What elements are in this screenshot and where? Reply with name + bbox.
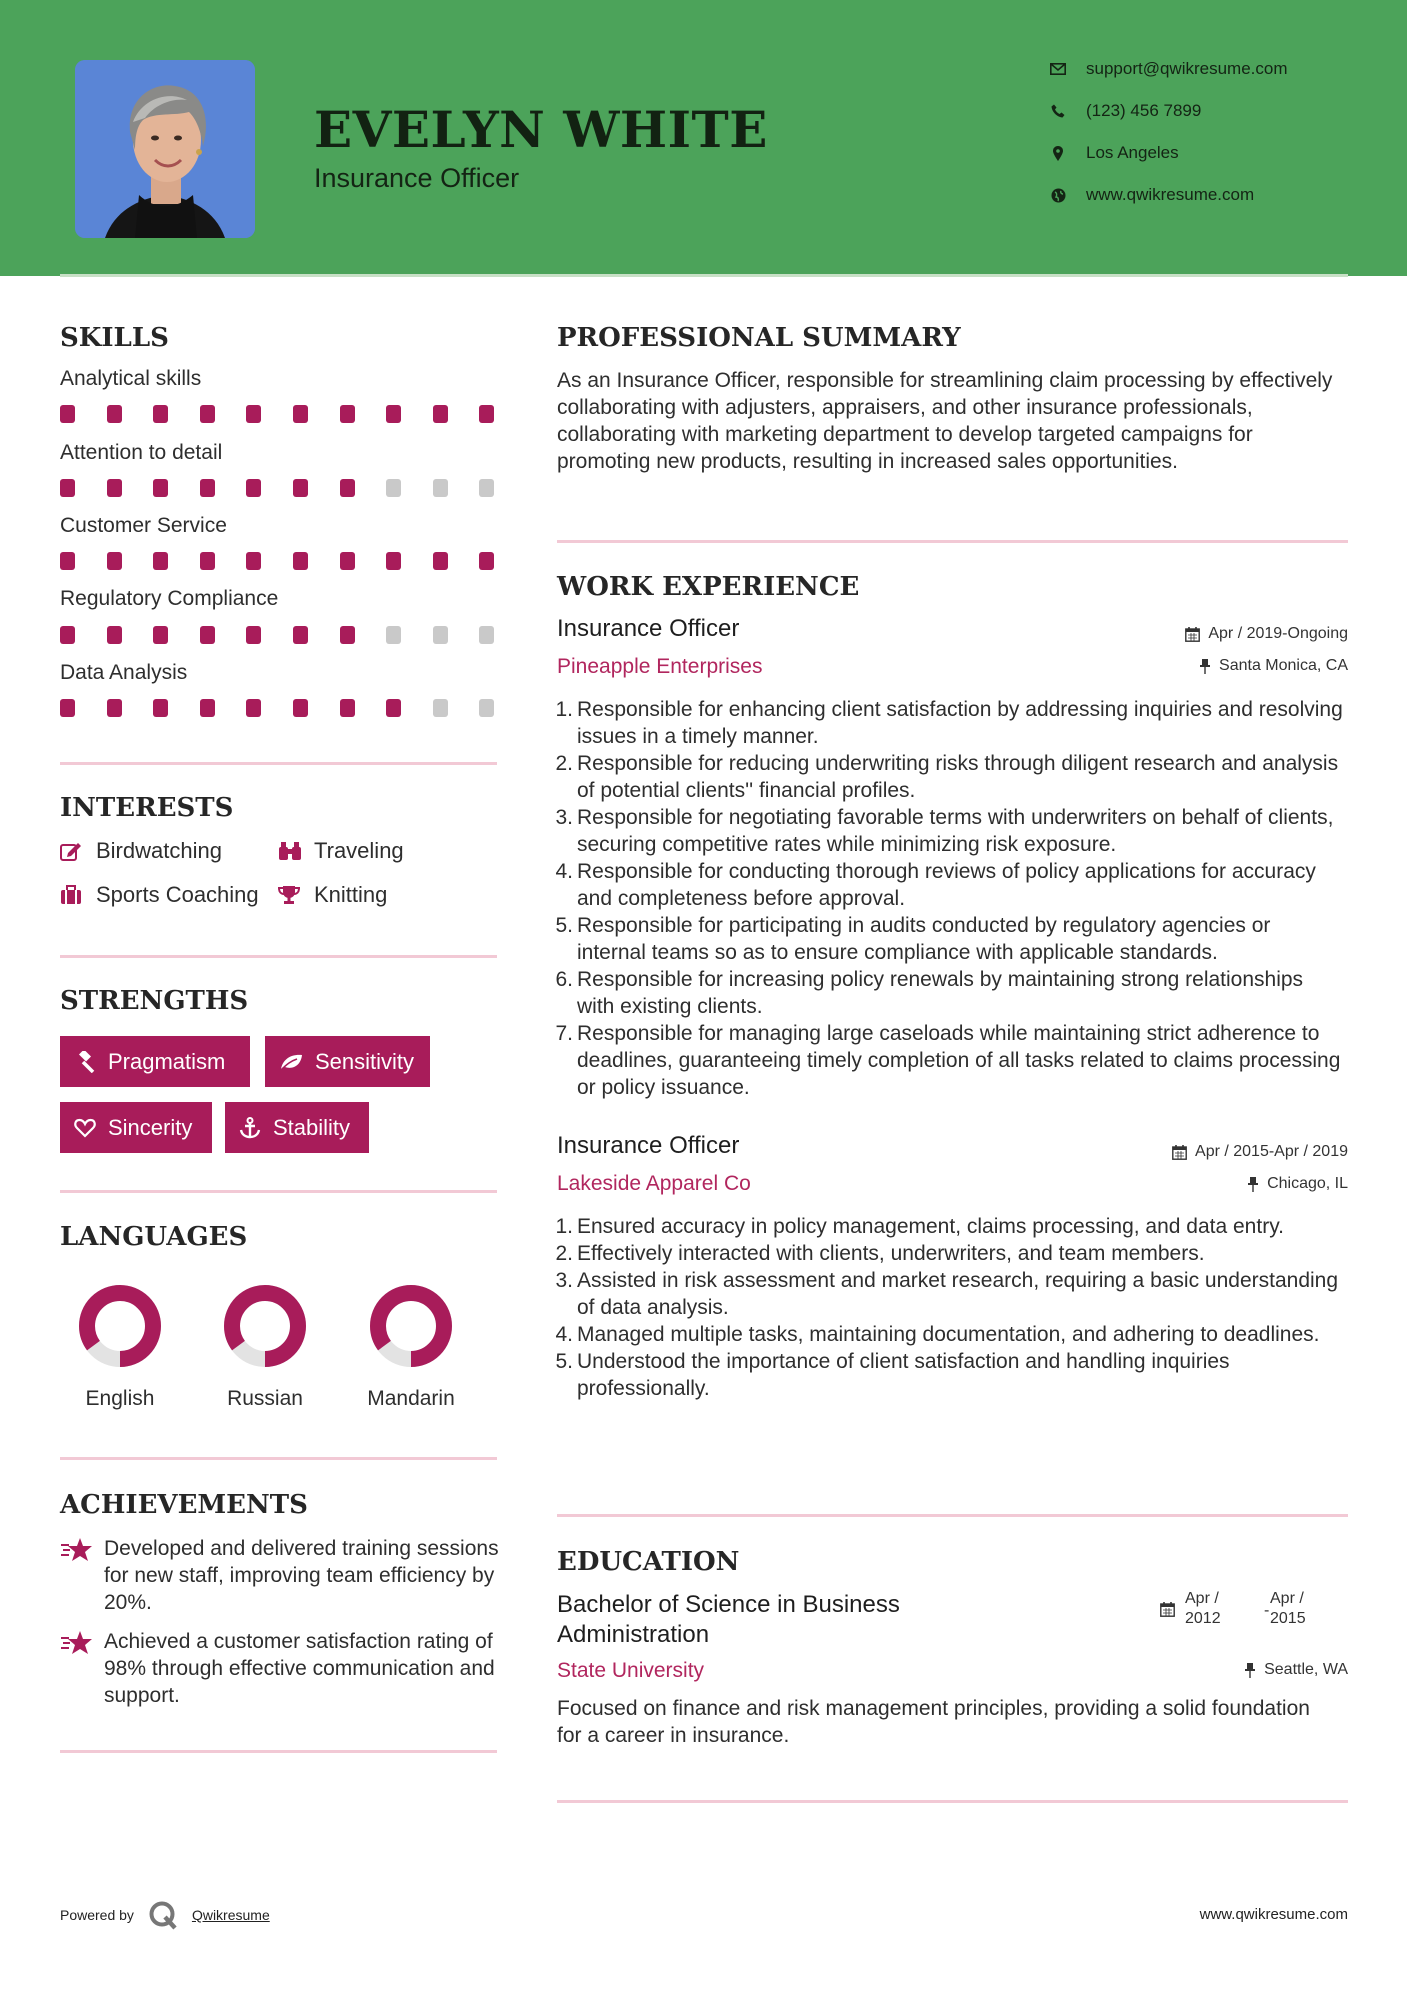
- pin-icon: [1199, 659, 1211, 674]
- skill-rating: [60, 699, 500, 717]
- skill-dot-empty: [433, 626, 448, 644]
- duty-item: 3. Responsible for negotiating favorable terms with underwriters on behalf of clients, securing competitive rates while minimizing risk exposure.: [555, 806, 1334, 856]
- duty-item: 1. Responsible for enhancing client satisfaction by addressing inquiries and resolving issues in a timely manner.: [555, 698, 1343, 748]
- candidate-name: EVELYN WHITE: [314, 100, 768, 159]
- duty-item: 3. Assisted in risk assessment and market research, requiring a basic understanding of data analysis.: [555, 1269, 1339, 1319]
- contact-location-text: Los Angeles: [1086, 143, 1179, 162]
- pin-icon: [1244, 1663, 1256, 1678]
- interest-item: [60, 838, 222, 864]
- candidate-title: Insurance Officer: [314, 163, 520, 193]
- skill-dot-empty: [479, 479, 494, 497]
- education-heading: EDUCATION: [557, 1547, 740, 1577]
- education-start-year: 2012: [1185, 1610, 1221, 1627]
- skill-dot-filled: [340, 626, 355, 644]
- skill-dot-filled: [200, 699, 215, 717]
- skill-dot-filled: [340, 552, 355, 570]
- skill-dot-filled: [340, 479, 355, 497]
- interest-item: [278, 838, 404, 864]
- job-dates: [1185, 625, 1348, 643]
- profile-photo: [75, 60, 255, 238]
- skill-dot-empty: [433, 699, 448, 717]
- skill-dot-filled: [293, 405, 308, 423]
- duty-item: 5. Responsible for participating in audits conducted by regulatory agencies or internal teams so as to ensure compliance with applicable standards.: [555, 914, 1271, 964]
- powered-by-text: Powered by: [60, 1907, 134, 1923]
- skill-dot-filled: [107, 405, 122, 423]
- education-dates: [1158, 1590, 1318, 1630]
- contact-phone-text: (123) 456 7899: [1086, 101, 1202, 120]
- skill-rating: [60, 405, 500, 423]
- skill-dot-filled: [386, 405, 401, 423]
- skill-dot-filled: [107, 626, 122, 644]
- skill-dot-empty: [386, 626, 401, 644]
- company-name: Pineapple Enterprises: [557, 655, 763, 678]
- duty-item: 5. Understood the importance of client satisfaction and handling inquiries professionally.: [555, 1350, 1230, 1400]
- section-divider: [60, 1457, 497, 1460]
- company-name: Lakeside Apparel Co: [557, 1172, 751, 1195]
- envelope-icon: [1048, 63, 1068, 75]
- skill-dot-filled: [200, 405, 215, 423]
- skill-dot-filled: [60, 552, 75, 570]
- duty-item: 1. Ensured accuracy in policy management, claims processing, and data entry.: [555, 1215, 1284, 1238]
- language-proficiency-ring: [222, 1283, 308, 1369]
- skill-dot-filled: [293, 626, 308, 644]
- duty-item: 2. Effectively interacted with clients, underwriters, and team members.: [555, 1242, 1205, 1265]
- skill-dot-filled: [340, 405, 355, 423]
- job-location-text: Chicago, IL: [1267, 1175, 1348, 1192]
- skill-dot-filled: [153, 479, 168, 497]
- calendar-icon: [1185, 627, 1200, 642]
- anchor-icon: [239, 1117, 261, 1139]
- skill-dot-filled: [340, 699, 355, 717]
- section-divider: [557, 1514, 1348, 1517]
- skill-name: Data Analysis: [60, 661, 188, 684]
- duty-item: 6. Responsible for increasing policy renewals by maintaining strong relationships with existing clients.: [555, 968, 1304, 1018]
- strengths-heading: STRENGTHS: [60, 986, 249, 1016]
- job-role: Insurance Officer: [557, 1132, 740, 1159]
- strength-badge: [60, 1036, 250, 1087]
- skill-dot-filled: [153, 699, 168, 717]
- qwikresume-link[interactable]: Qwikresume: [191, 1907, 270, 1923]
- skill-rating: [60, 626, 500, 644]
- degree-name: Bachelor of Science in Business Administration: [557, 1591, 900, 1648]
- trophy-icon: [278, 885, 302, 905]
- job-dates: [1172, 1143, 1348, 1161]
- skill-dot-filled: [246, 552, 261, 570]
- skill-dot-filled: [60, 405, 75, 423]
- skill-dot-filled: [293, 699, 308, 717]
- section-divider: [60, 1190, 497, 1193]
- leaf-icon: [279, 1053, 303, 1071]
- skill-dot-filled: [479, 405, 494, 423]
- qwikresume-logo-icon: [148, 1900, 178, 1930]
- language-name: Russian: [227, 1387, 303, 1410]
- map-marker-icon: [1048, 146, 1068, 161]
- skill-dot-filled: [107, 552, 122, 570]
- duty-item: 4. Managed multiple tasks, maintaining documentation, and adhering to deadlines.: [555, 1323, 1320, 1346]
- education-description: Focused on finance and risk management principles, providing a solid foundation for a career in insurance.: [557, 1697, 1310, 1747]
- contact-email[interactable]: [1048, 54, 1378, 84]
- strength-label: Sincerity: [108, 1114, 193, 1140]
- interest-label: Knitting: [314, 882, 388, 907]
- calendar-icon: [1172, 1145, 1187, 1160]
- education-location-text: Seattle, WA: [1264, 1661, 1348, 1678]
- skill-dot-empty: [479, 699, 494, 717]
- education-end-year: 2015: [1270, 1610, 1306, 1627]
- language-name: English: [85, 1387, 155, 1410]
- job-duties: [555, 696, 1345, 1101]
- skill-dot-filled: [479, 552, 494, 570]
- duty-item: 2. Responsible for reducing underwriting risks through diligent research and analysis of potential clients'' financial profiles.: [555, 752, 1339, 802]
- contact-location: [1048, 138, 1378, 168]
- skill-dot-filled: [153, 552, 168, 570]
- job-dates-text: Apr / 2019-Ongoing: [1208, 625, 1348, 642]
- achievement-text: Achieved a customer satisfaction rating of 98% through effective communication and support.: [104, 1630, 495, 1707]
- job-location: [1199, 657, 1348, 675]
- pin-icon: [1247, 1177, 1259, 1192]
- languages-heading: LANGUAGES: [60, 1222, 248, 1252]
- section-divider: [557, 540, 1348, 543]
- star-icon: [60, 1535, 104, 1616]
- skill-dot-filled: [293, 552, 308, 570]
- experience-heading: WORK EXPERIENCE: [557, 572, 860, 602]
- education-location: [1244, 1661, 1348, 1679]
- school-name: State University: [557, 1659, 705, 1682]
- skills-heading: SKILLS: [60, 323, 169, 353]
- job-duties: [555, 1213, 1345, 1402]
- interest-item: [278, 882, 387, 908]
- skill-name: Analytical skills: [60, 367, 202, 390]
- gavel-icon: [74, 1051, 96, 1073]
- achievement-item: [60, 1628, 500, 1709]
- skill-dot-filled: [60, 699, 75, 717]
- contact-email-text: support@qwikresume.com: [1086, 59, 1288, 78]
- job-dates-text: Apr / 2015-Apr / 2019: [1195, 1143, 1348, 1160]
- skill-dot-filled: [153, 405, 168, 423]
- skill-dot-filled: [386, 699, 401, 717]
- skill-dot-filled: [386, 552, 401, 570]
- job-location-text: Santa Monica, CA: [1219, 657, 1348, 674]
- skill-dot-filled: [107, 479, 122, 497]
- strength-badge: [265, 1036, 430, 1087]
- skill-rating: [60, 552, 500, 570]
- section-divider: [557, 1800, 1348, 1803]
- strength-badge: [60, 1102, 212, 1153]
- duty-item: 7. Responsible for managing large caseloads while maintaining strict adherence to deadlines, guaranteeing timely completion of all tasks related to claims processing or policy issuance.: [555, 1022, 1341, 1099]
- achievement-item: [60, 1535, 500, 1616]
- skill-dot-filled: [246, 479, 261, 497]
- duty-item: 4. Responsible for conducting thorough reviews of policy applications for accuracy and completeness before approval.: [555, 860, 1316, 910]
- skill-name: Attention to detail: [60, 441, 223, 464]
- job-location: [1247, 1175, 1348, 1193]
- contact-website-text: www.qwikresume.com: [1086, 185, 1255, 204]
- skill-dot-filled: [153, 626, 168, 644]
- skill-dot-filled: [107, 699, 122, 717]
- skill-dot-filled: [60, 626, 75, 644]
- header-divider: [60, 274, 1348, 277]
- suitcase-icon: [60, 885, 84, 905]
- interest-label: Traveling: [314, 838, 404, 863]
- skill-dot-filled: [433, 552, 448, 570]
- interest-item: [60, 882, 259, 908]
- skill-dot-filled: [200, 552, 215, 570]
- binoculars-icon: [278, 841, 302, 861]
- language-proficiency-ring: [368, 1283, 454, 1369]
- skill-dot-filled: [246, 699, 261, 717]
- calendar-icon: [1160, 1602, 1175, 1622]
- skill-dot-empty: [386, 479, 401, 497]
- skill-name: Regulatory Compliance: [60, 587, 279, 610]
- skill-dot-filled: [246, 405, 261, 423]
- globe-icon: [1048, 188, 1068, 203]
- resume-header: [0, 0, 1407, 276]
- skill-dot-filled: [433, 405, 448, 423]
- heart-icon: [74, 1118, 96, 1138]
- skill-dot-filled: [293, 479, 308, 497]
- footer-website[interactable]: www.qwikresume.com: [1199, 1906, 1348, 1923]
- skill-dot-filled: [200, 626, 215, 644]
- contact-website[interactable]: [1048, 180, 1378, 210]
- summary-text: As an Insurance Officer, responsible for streamlining claim processing by effectively collaborating with adjusters, appraisers, and other insurance professionals, collaborating with marketing department to develop targeted campaigns for promoting new products, resulting in increased sales opportunities.: [557, 369, 1333, 473]
- skill-rating: [60, 479, 500, 497]
- interest-label: Birdwatching: [96, 838, 222, 863]
- section-divider: [60, 1750, 497, 1753]
- education-end-month: Apr /: [1270, 1590, 1304, 1607]
- section-divider: [60, 762, 497, 765]
- skill-dot-empty: [433, 479, 448, 497]
- skill-dot-filled: [60, 479, 75, 497]
- section-divider: [60, 955, 497, 958]
- language-proficiency-ring: [77, 1283, 163, 1369]
- interests-heading: INTERESTS: [60, 793, 234, 823]
- education-start-month: Apr /: [1185, 1590, 1219, 1607]
- job-role: Insurance Officer: [557, 615, 740, 642]
- contact-phone[interactable]: [1048, 96, 1378, 126]
- achievements-heading: ACHIEVEMENTS: [60, 1490, 308, 1520]
- summary-heading: PROFESSIONAL SUMMARY: [557, 323, 961, 353]
- phone-icon: [1048, 104, 1068, 118]
- strength-badge: [225, 1102, 369, 1153]
- education-date-dash: -: [1264, 1602, 1270, 1619]
- strength-label: Stability: [273, 1114, 351, 1140]
- footer-powered-by: [60, 1900, 270, 1930]
- skill-name: Customer Service: [60, 514, 227, 537]
- skill-dot-filled: [200, 479, 215, 497]
- achievement-text: Developed and delivered training sessions for new staff, improving team efficiency by 20%.: [104, 1537, 499, 1614]
- strength-label: Pragmatism: [108, 1048, 226, 1074]
- skill-dot-filled: [246, 626, 261, 644]
- pencil-square-icon: [60, 841, 84, 861]
- interest-label: Sports Coaching: [96, 882, 259, 907]
- language-name: Mandarin: [367, 1387, 455, 1410]
- strength-label: Sensitivity: [315, 1048, 415, 1074]
- skill-dot-empty: [479, 626, 494, 644]
- star-icon: [60, 1628, 104, 1709]
